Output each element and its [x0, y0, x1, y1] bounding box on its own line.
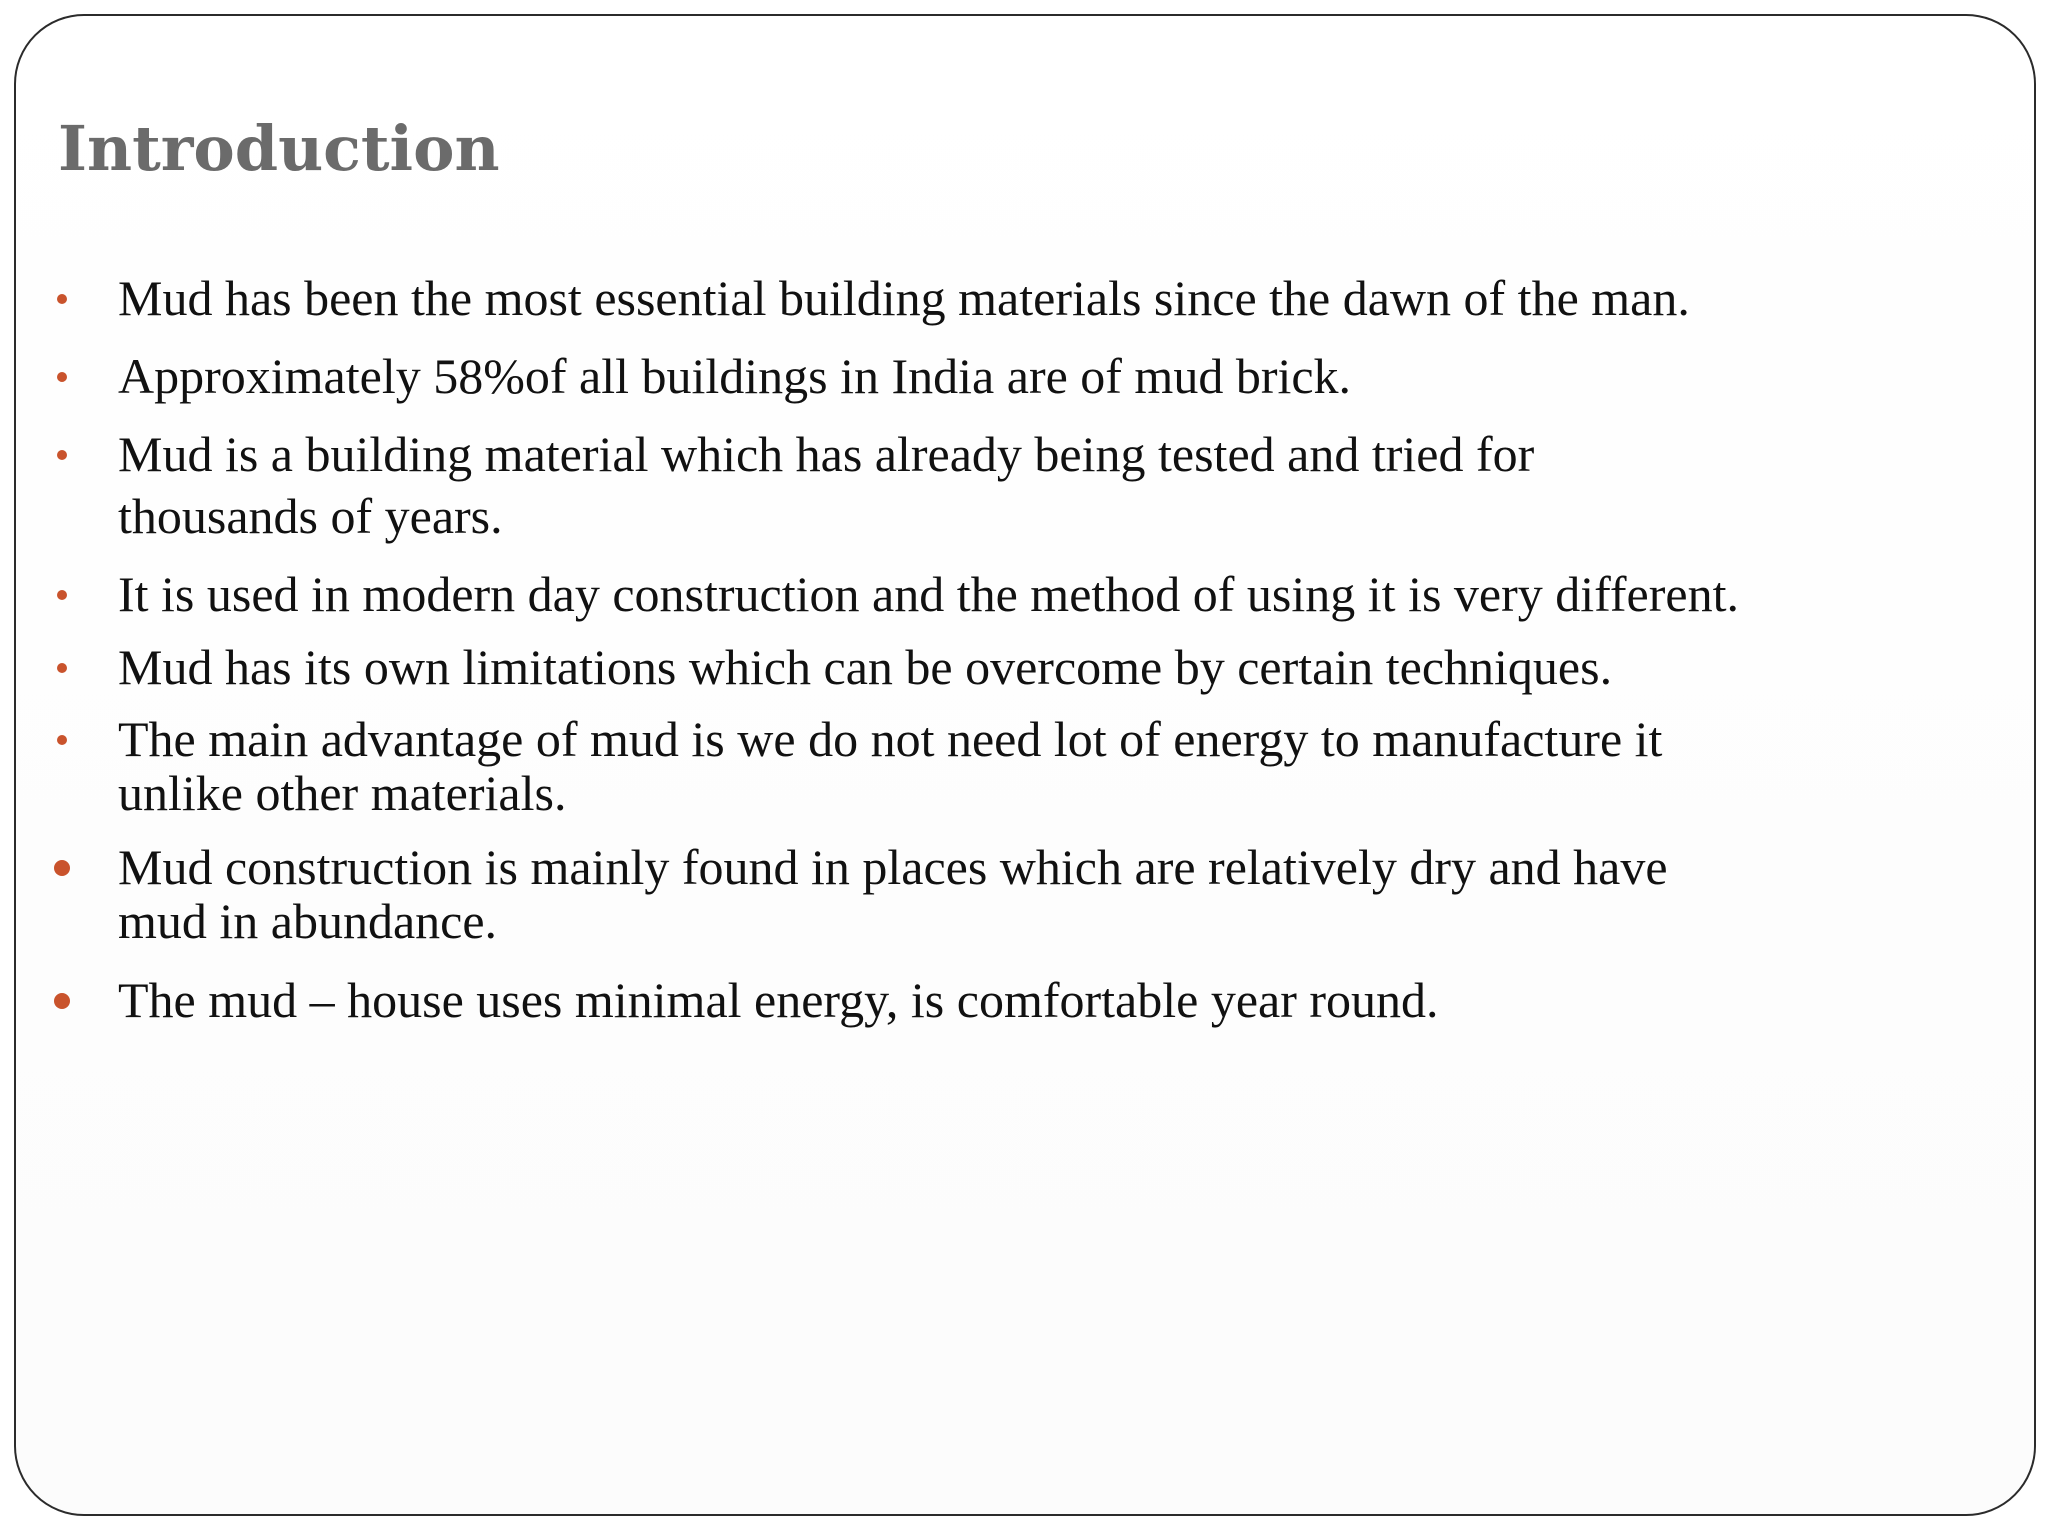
- bullet-dot-icon: [57, 735, 67, 745]
- bullet-text: The mud – house uses minimal energy, is comfortable year round.: [118, 972, 1439, 1028]
- bullet-dot-icon: [57, 450, 67, 460]
- bullet-text: Mud has its own limitations which can be overcome by certain techniques.: [118, 639, 1613, 695]
- bullet-text: It is used in modern day construction and the method of using it is very different.: [118, 566, 1739, 622]
- slide: [14, 14, 2036, 1516]
- bullet-text-line-1: The main advantage of mud is we do not need lot of energy to manufacture it: [118, 711, 1663, 767]
- bullet-dot-icon: [57, 590, 67, 600]
- bullet-dot-icon: [54, 993, 70, 1009]
- slide-title: Introduction: [58, 112, 500, 185]
- bullet-text-line-1: Mud construction is mainly found in places which are relatively dry and have: [118, 839, 1668, 895]
- bullet-dot-icon: [57, 294, 67, 304]
- bullet-dot-icon: [57, 372, 67, 382]
- bullet-list: [16, 16, 2034, 1514]
- bullet-text-line-2: unlike other materials.: [118, 765, 567, 821]
- bullet-dot-icon: [57, 663, 67, 673]
- bullet-text-line-2: mud in abundance.: [118, 893, 498, 949]
- bullet-text-line-1: Mud is a building material which has already being tested and tried for: [118, 426, 1535, 482]
- bullet-text: Mud has been the most essential building materials since the dawn of the man.: [118, 270, 1690, 326]
- bullet-dot-icon: [54, 860, 70, 876]
- bullet-text: Approximately 58%of all buildings in India are of mud brick.: [118, 348, 1352, 404]
- bullet-text-line-2: thousands of years.: [118, 488, 503, 544]
